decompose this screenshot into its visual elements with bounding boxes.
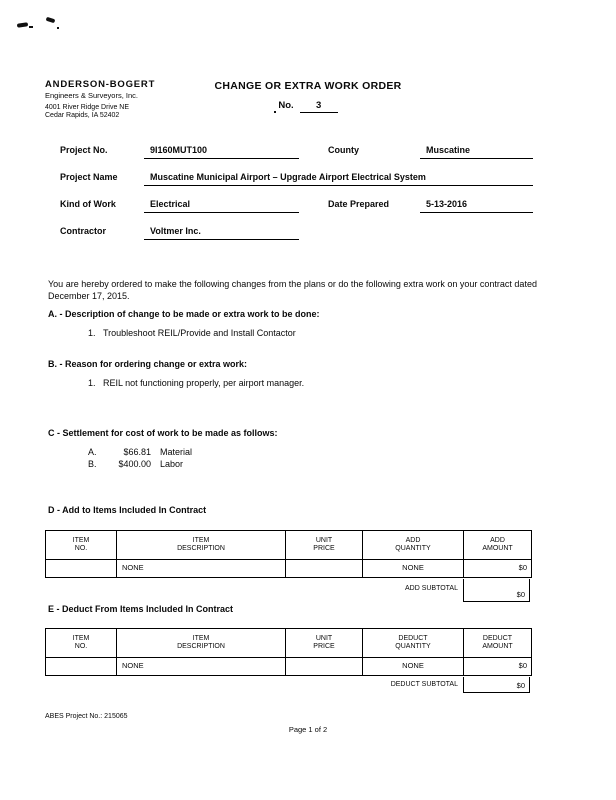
company-address-line1: 4001 River Ridge Drive NE (45, 104, 130, 111)
project-name-label: Project Name (60, 172, 118, 182)
header-line: DESCRIPTION (177, 643, 225, 650)
item-letter: B. (88, 458, 97, 469)
document-title: CHANGE OR EXTRA WORK ORDER (214, 80, 402, 92)
footer-project-ref-value: 215065 (104, 713, 128, 720)
page-number: Page 1 of 2 (288, 725, 328, 734)
contractor-label: Contractor (60, 226, 107, 236)
add-subtotal-value: $0 (463, 579, 530, 602)
footer-project-ref-label: ABES Project No.: (45, 713, 103, 720)
kind-of-work-label: Kind of Work (60, 199, 116, 209)
table-header-row (46, 531, 531, 560)
kind-of-work-value: Electrical (144, 199, 299, 213)
item-letter: A. (88, 447, 97, 457)
deduct-items-table (45, 628, 532, 676)
header-line: AMOUNT (482, 643, 513, 650)
cell-amount: $0 (518, 563, 527, 572)
project-name-value: Muscatine Municipal Airport – Upgrade Airport Electrical System (144, 172, 533, 186)
section-b-heading: B. - Reason for ordering change or extra work: (48, 359, 248, 369)
project-no-label: Project No. (60, 145, 108, 155)
add-items-table (45, 530, 532, 578)
header-deduct-quantity (363, 629, 464, 657)
header-line: UNIT (315, 536, 333, 544)
header-line: UNIT (315, 634, 333, 642)
county-value: Muscatine (420, 145, 533, 159)
header-item-no (46, 531, 117, 559)
header-line: ITEM (72, 536, 90, 544)
cell-unit-price (286, 658, 363, 675)
item-text: Material (160, 447, 193, 457)
item-text: Troubleshoot REIL/Provide and Install Contactor (103, 328, 296, 338)
item-number: 1. (88, 328, 96, 338)
header-line: ADD (405, 536, 421, 544)
item-text: Labor (160, 458, 184, 469)
cell-quantity: NONE (363, 560, 464, 577)
section-b-item (88, 378, 304, 388)
header-unit-price (286, 531, 363, 559)
section-a-item (88, 328, 296, 338)
header-line: ITEM (72, 634, 90, 642)
item-text: REIL not functioning properly, per airport manager. (103, 378, 305, 388)
cell-unit-price (286, 560, 363, 577)
header-add-amount (464, 531, 531, 559)
order-number-label: No. (278, 100, 294, 111)
header-line: QUANTITY (395, 643, 431, 650)
header-deduct-amount (464, 629, 531, 657)
header-item-description (117, 629, 286, 657)
add-subtotal-label: ADD SUBTOTAL (404, 585, 458, 592)
header-line: ADD (490, 536, 505, 544)
header-line: ITEM (192, 634, 210, 642)
date-prepared-value: 5-13-2016 (420, 199, 533, 213)
header-line: DESCRIPTION (177, 545, 225, 552)
table-row (46, 560, 531, 577)
table-header-row (46, 629, 531, 658)
county-label: County (328, 145, 359, 155)
company-subtitle: Engineers & Surveyors, Inc. (45, 91, 138, 100)
header-line: DEDUCT (482, 634, 513, 642)
cell-description: NONE (117, 560, 286, 577)
header-line: ITEM (192, 536, 210, 544)
section-a-heading: A. - Description of change to be made or extra work to be done: (48, 309, 320, 319)
order-number (0, 100, 616, 113)
company-address-line2: Cedar Rapids, IA 52402 (45, 112, 120, 119)
deduct-subtotal-label: DEDUCT SUBTOTAL (390, 681, 458, 688)
company-name: ANDERSON-BOGERT (45, 79, 156, 90)
item-amount: $66.81 (123, 447, 151, 457)
cell-description: NONE (117, 658, 286, 675)
ink-mark (46, 17, 56, 24)
ink-mark (29, 26, 33, 28)
item-amount: $400.00 (118, 458, 151, 469)
cell-amount: $0 (518, 661, 527, 670)
ink-mark (57, 27, 59, 29)
settlement-item (88, 459, 192, 471)
header-line: NO. (74, 643, 88, 650)
cell-item-no (46, 560, 117, 577)
header-item-no (46, 629, 117, 657)
header-line: PRICE (313, 545, 335, 552)
settlement-item (88, 447, 192, 459)
section-d-heading: D - Add to Items Included In Contract (48, 505, 207, 515)
table-row (46, 658, 531, 675)
header-unit-price (286, 629, 363, 657)
cell-item-no (46, 658, 117, 675)
header-line: PRICE (313, 643, 335, 650)
item-number: 1. (88, 378, 96, 388)
order-number-value: 3 (300, 100, 338, 113)
contractor-value: Voltmer Inc. (144, 226, 299, 240)
footer-project-ref (45, 713, 128, 720)
header-line: QUANTITY (395, 545, 431, 552)
section-c-items (88, 447, 192, 470)
header-line: AMOUNT (482, 545, 513, 552)
header-line: DEDUCT (398, 634, 428, 642)
date-prepared-label: Date Prepared (328, 199, 390, 209)
header-item-description (117, 531, 286, 559)
deduct-subtotal-value: $0 (463, 677, 530, 693)
order-instructions: You are hereby ordered to make the following changes from the plans or do the following extra work on your contract dated December 17, 2015. (48, 279, 537, 301)
section-c-heading: C - Settlement for cost of work to be made as follows: (48, 428, 278, 438)
project-no-value: 9I160MUT100 (144, 145, 299, 159)
ink-mark (17, 22, 28, 27)
cell-quantity: NONE (363, 658, 464, 675)
section-e-heading: E - Deduct From Items Included In Contract (48, 604, 234, 614)
header-add-quantity (363, 531, 464, 559)
header-line: NO. (74, 545, 88, 552)
